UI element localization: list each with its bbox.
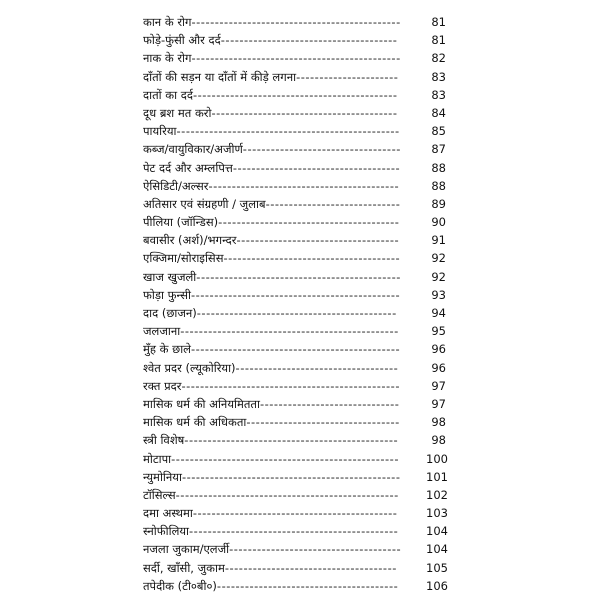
dot-leader: --------------------------------------------- xyxy=(191,51,401,66)
dot-leader: ----------------------------------- xyxy=(236,233,400,248)
toc-entry-title: नजला जुकाम/एलर्जी xyxy=(143,542,230,557)
toc-entry-title: मासिक धर्म की अधिकता xyxy=(143,415,247,430)
toc-entry-title: पेट दर्द और अम्लपित्त xyxy=(143,160,233,175)
toc-entry-page: 82 xyxy=(431,51,446,66)
toc-entry-title: दातों का दर्द xyxy=(143,87,193,102)
toc-entry xyxy=(143,286,446,304)
toc-entry-page: 104 xyxy=(426,524,448,539)
dot-leader: ------------------------------------- xyxy=(229,542,402,557)
dot-leader: ----------------------------- xyxy=(265,196,401,211)
toc-entry-title: तपेदीक (टी०बी०) xyxy=(143,578,217,593)
toc-entry-page: 96 xyxy=(431,342,446,357)
toc-entry xyxy=(143,195,446,213)
toc-entry xyxy=(143,377,446,395)
toc-entry-page: 88 xyxy=(431,178,446,193)
toc-entry xyxy=(143,486,448,504)
toc-entry-page: 81 xyxy=(431,33,446,48)
toc-entry xyxy=(143,413,446,431)
toc-entry xyxy=(143,159,446,177)
toc-entry-title: कान के रोग xyxy=(143,15,192,29)
toc-entry-page: 102 xyxy=(426,487,448,502)
dot-leader: ---------------------------------- xyxy=(242,142,401,157)
toc-entry-page: 106 xyxy=(426,578,448,593)
toc-entry-page: 96 xyxy=(431,360,446,375)
toc-entry-title: ऐसिडिटी/अल्सर xyxy=(143,178,209,193)
toc-entry-page: 81 xyxy=(431,15,446,29)
toc-entry-title: फोड़े-फुंसी और दर्द xyxy=(143,33,221,48)
toc-entry-page: 93 xyxy=(431,287,446,302)
toc-entry xyxy=(143,86,446,104)
toc-entry-page: 101 xyxy=(426,469,448,484)
dot-leader: ------------------------------------------------ xyxy=(175,487,399,502)
toc-entry-title: पीलिया (जॉन्डिस) xyxy=(143,215,219,230)
toc-entry-title: एक्जिमा/सोराइसिस xyxy=(143,251,224,266)
toc-entry xyxy=(143,540,448,558)
dot-leader: ------------------------------------ xyxy=(232,160,401,175)
toc-entry xyxy=(143,68,446,86)
dot-leader: -------------------------------------------- xyxy=(196,269,401,284)
dot-leader: ------------------------------------- xyxy=(224,560,397,575)
toc-entry-page: 98 xyxy=(431,433,446,448)
toc-entry-title: स्नोफीलिया xyxy=(143,524,190,539)
toc-entry-title: दमा अस्थमा xyxy=(143,506,193,521)
toc-entry xyxy=(143,322,446,340)
dot-leader: --------------------------------------------- xyxy=(189,524,399,539)
toc-entry-page: 97 xyxy=(431,396,446,411)
toc-entry xyxy=(143,340,446,358)
toc-entry-title: स्त्री विशेष xyxy=(143,433,185,448)
toc-entry-page: 92 xyxy=(431,269,446,284)
toc-entry-page: 83 xyxy=(431,69,446,84)
dot-leader: -------------------------------------- xyxy=(223,251,401,266)
dot-leader: --------------------------------------- xyxy=(216,578,399,593)
toc-entry-page: 94 xyxy=(431,306,446,320)
toc-entry-page: 95 xyxy=(431,324,446,339)
dot-leader: --------------------------------------------- xyxy=(191,15,401,29)
toc-entry-page: 90 xyxy=(431,215,446,230)
toc-entry-title: मासिक धर्म की अनियमितता xyxy=(143,396,260,411)
dot-leader: -------------------------------------------- xyxy=(192,506,398,521)
toc-entry-page: 89 xyxy=(431,196,446,211)
toc-entry-title: न्युमोनिया xyxy=(143,469,182,484)
toc-entry-page: 88 xyxy=(431,160,446,175)
toc-entry-title: जलजाना xyxy=(143,324,181,339)
dot-leader: --------------------------------- xyxy=(246,415,400,430)
toc-entry xyxy=(143,522,448,540)
dot-leader: ------------------------------------------------- xyxy=(171,451,399,466)
toc-entry-title: टॉसिल्स xyxy=(143,487,176,502)
dot-leader: ---------------------------------------- xyxy=(211,105,398,120)
toc-entry xyxy=(143,395,446,413)
toc-entry-page: 91 xyxy=(431,233,446,248)
toc-entry xyxy=(143,213,446,231)
table-of-contents xyxy=(143,13,448,595)
toc-entry-title: मोटापा xyxy=(143,451,172,466)
toc-entry xyxy=(143,304,446,322)
toc-entry-title: दाँतों की सड़न या दाँतों में कीड़े लगना xyxy=(143,69,297,84)
dot-leader: --------------------------------------------- xyxy=(190,287,401,302)
dot-leader: ---------------------------------------------- xyxy=(184,433,399,448)
toc-entry-title: नाक के रोग xyxy=(143,51,192,66)
dot-leader: --------------------------------------------- xyxy=(190,342,401,357)
toc-entry-title: बवासीर (अर्श)/भगन्दर xyxy=(143,233,237,248)
toc-entry-page: 105 xyxy=(426,560,448,575)
toc-entry xyxy=(143,468,448,486)
dot-leader: ----------------------------------- xyxy=(235,360,399,375)
dot-leader: ---------------------- xyxy=(296,69,399,84)
toc-entry xyxy=(143,559,448,577)
toc-entry-page: 104 xyxy=(426,542,448,557)
toc-entry xyxy=(143,450,448,468)
toc-entry xyxy=(143,249,446,267)
dot-leader: -------------------------------------- xyxy=(220,33,398,48)
toc-entry-title: दाद (छाजन) xyxy=(143,306,197,320)
toc-entry-page: 98 xyxy=(431,415,446,430)
dot-leader: -------------------------------------------- xyxy=(192,87,398,102)
dot-leader: ----------------------------------------- xyxy=(208,178,400,193)
toc-entry-page: 92 xyxy=(431,251,446,266)
toc-entry xyxy=(143,231,446,249)
dot-leader: ------------------------------ xyxy=(259,396,400,411)
toc-entry xyxy=(143,431,446,449)
toc-entry xyxy=(143,177,446,195)
toc-entry xyxy=(143,140,446,158)
toc-entry-title: मुँह के छाले xyxy=(143,342,191,357)
toc-entry-page: 97 xyxy=(431,378,446,393)
toc-entry-page: 100 xyxy=(426,451,448,466)
toc-entry-title: रक्त प्रदर xyxy=(143,378,182,393)
toc-entry-title: श्वेत प्रदर (ल्यूकोरिया) xyxy=(143,360,236,375)
toc-entry xyxy=(143,268,446,286)
toc-entry xyxy=(143,577,448,595)
toc-entry-page: 85 xyxy=(431,124,446,139)
toc-entry xyxy=(143,504,448,522)
toc-entry xyxy=(143,31,446,49)
dot-leader: ----------------------------------------------- xyxy=(181,469,401,484)
toc-entry xyxy=(143,359,446,377)
toc-entry-title: सर्दी, खाँसी, जुकाम xyxy=(143,560,225,575)
toc-entry xyxy=(143,49,446,67)
toc-entry xyxy=(143,122,446,140)
toc-entry-title: अतिसार एवं संग्रहणी / जुलाब xyxy=(143,196,266,211)
dot-leader: ------------------------------------------- xyxy=(196,306,397,320)
toc-entry-title: खाज खुजली xyxy=(143,269,197,284)
dot-leader: ----------------------------------------------- xyxy=(181,378,400,393)
toc-entry-page: 87 xyxy=(431,142,446,157)
toc-entry xyxy=(143,13,446,31)
toc-entry-page: 84 xyxy=(431,105,446,120)
toc-entry xyxy=(143,104,446,122)
dot-leader: ----------------------------------------------- xyxy=(180,324,399,339)
dot-leader: --------------------------------------- xyxy=(218,215,400,230)
toc-entry-title: पायरिया xyxy=(143,124,177,139)
dot-leader: ------------------------------------------------ xyxy=(176,124,400,139)
toc-entry-title: कब्ज/वायुविकार/अजीर्ण xyxy=(143,142,243,157)
toc-entry-title: फोड़ा फुन्सी xyxy=(143,287,191,302)
toc-entry-page: 83 xyxy=(431,87,446,102)
toc-entry-page: 103 xyxy=(426,506,448,521)
toc-entry-title: दूध ब्रश मत करो xyxy=(143,105,212,120)
